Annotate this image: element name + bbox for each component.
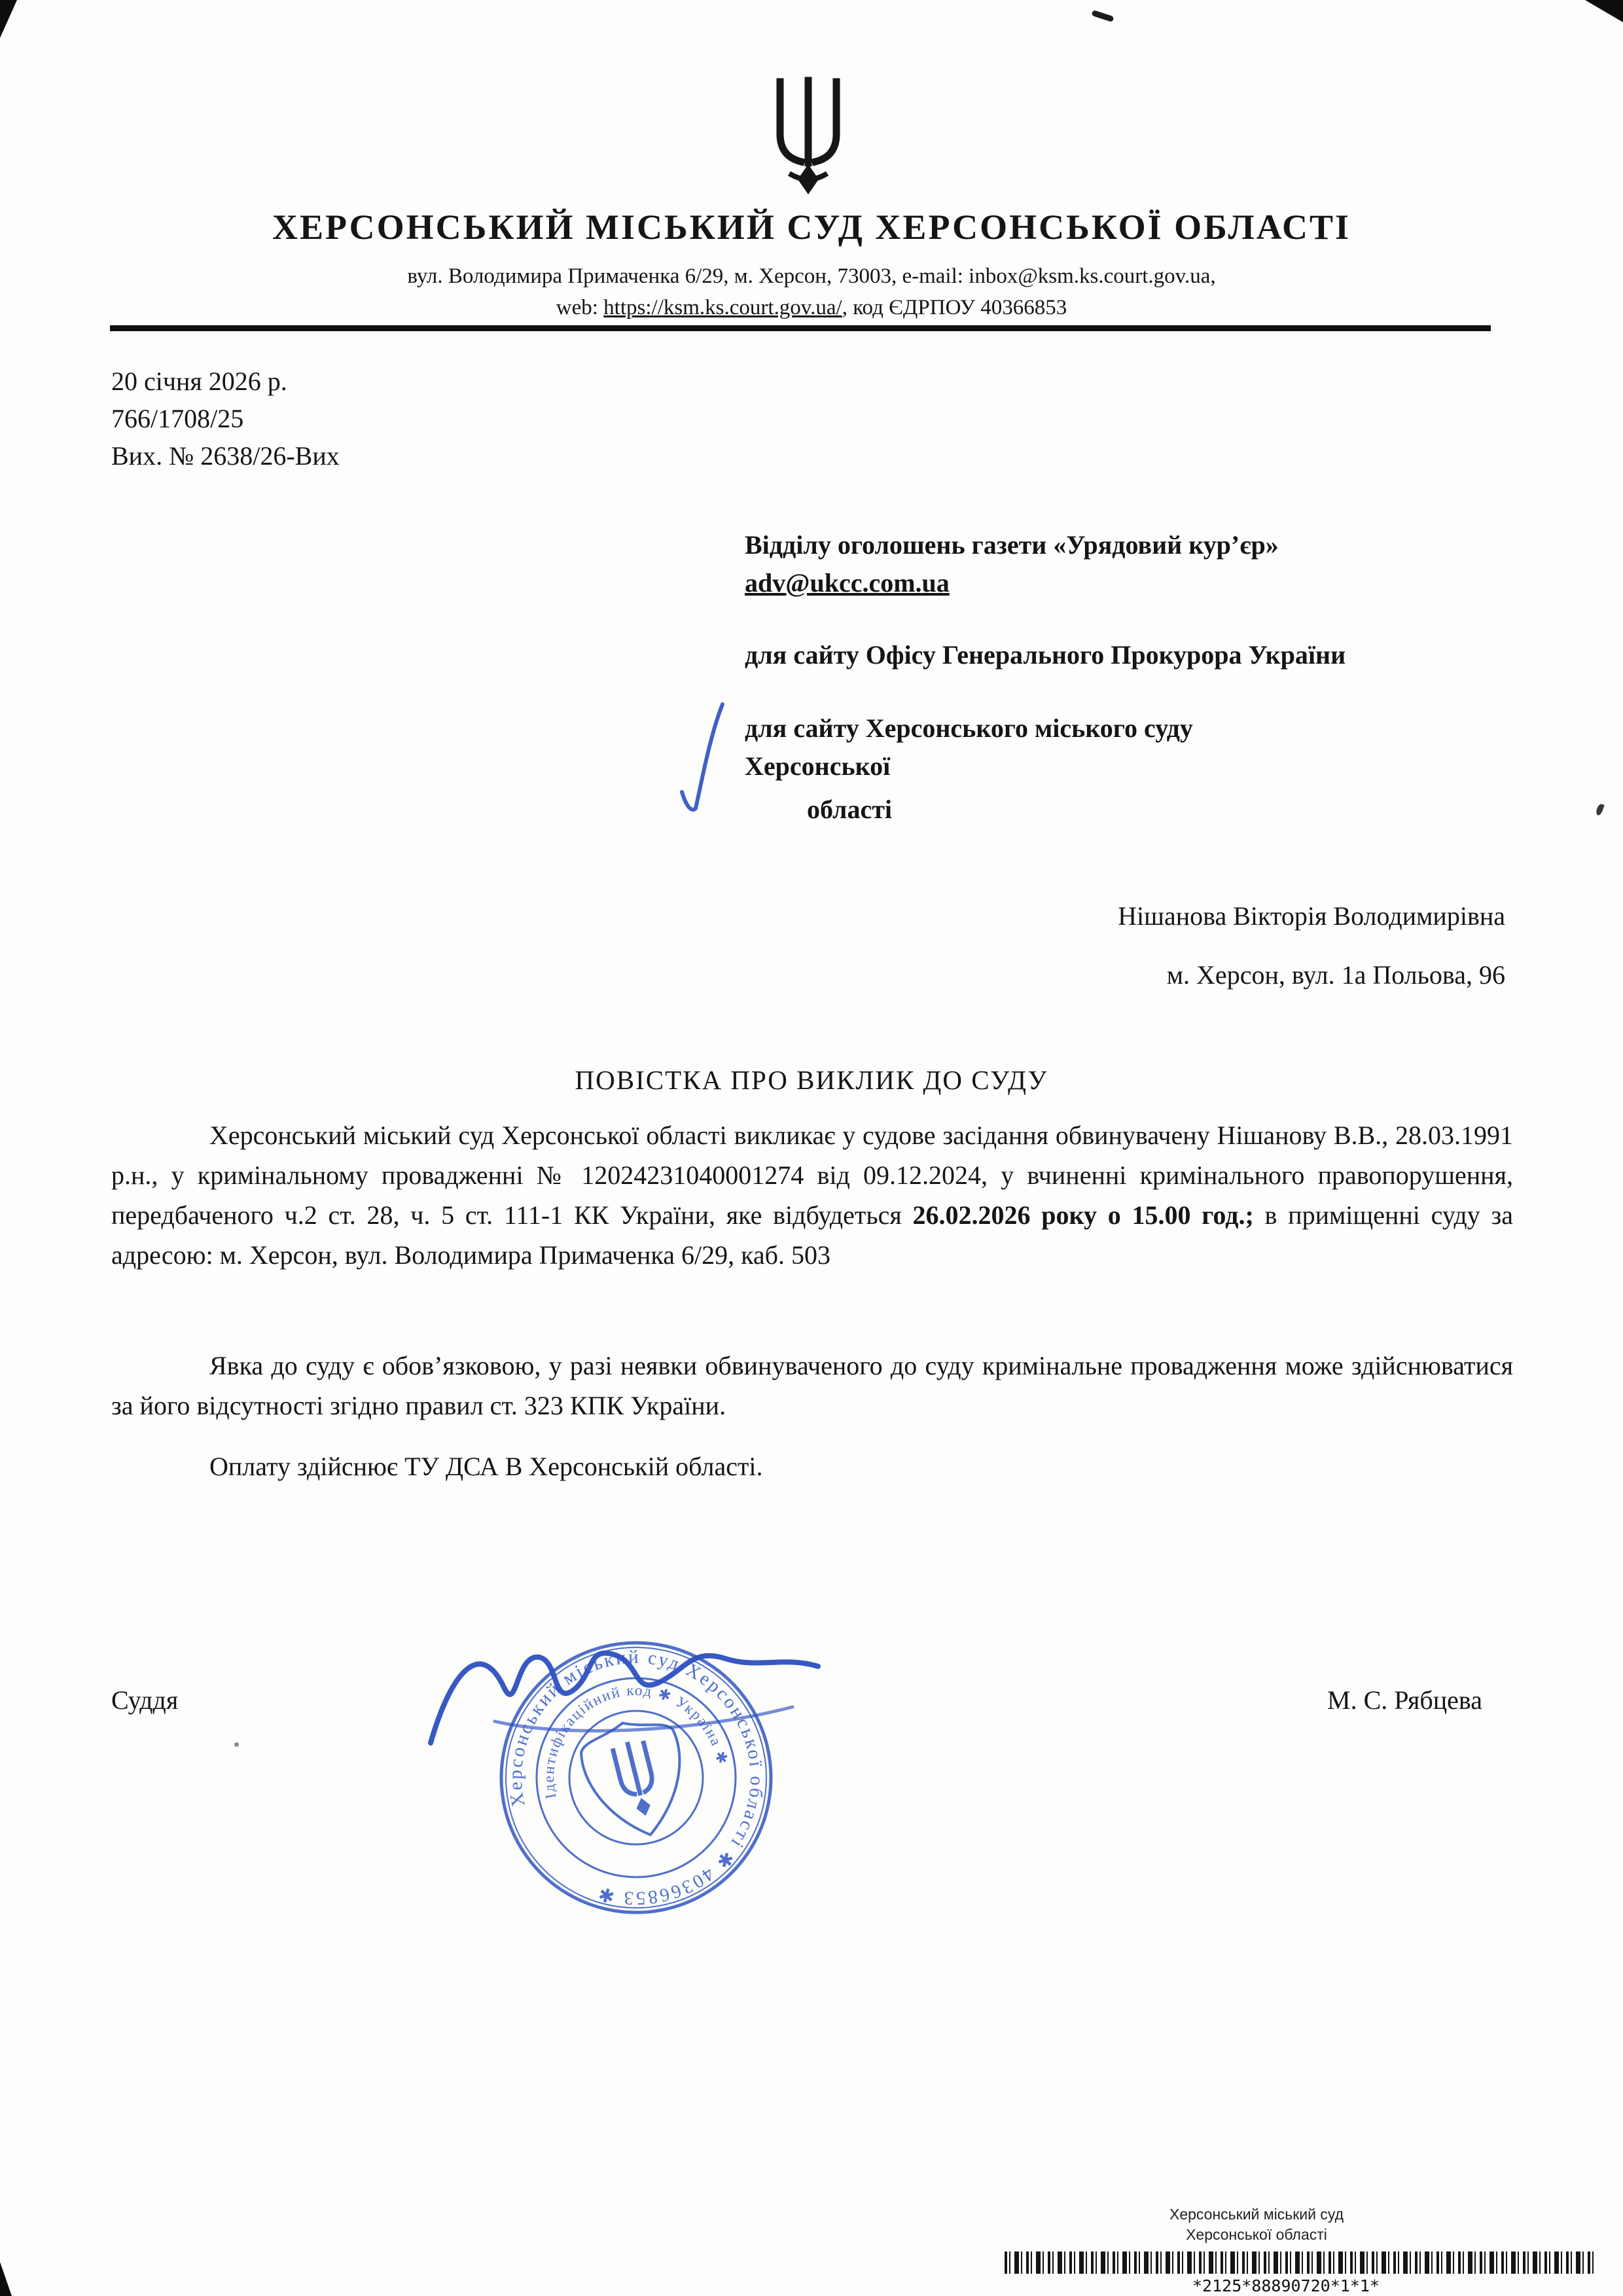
barcode-number: *2125*88890720*1*1*	[1192, 2276, 1380, 2295]
web-prefix: web:	[556, 296, 604, 319]
outgoing-number: Вих. № 2638/26-Вих	[111, 441, 340, 471]
addressee-name: Нішанова Вікторія Володимирівна	[1118, 901, 1505, 931]
scan-artifact	[234, 1742, 239, 1747]
judge-name: М. С. Рябцева	[1327, 1685, 1482, 1715]
court-name-title: ХЕРСОНСЬКИЙ МІСЬКИЙ СУД ХЕРСОНСЬКОЇ ОБЛАСТІ	[272, 207, 1351, 247]
court-website-url: https://ksm.ks.court.gov.ua/	[603, 296, 842, 319]
recipient-court-site-line1: для сайту Херсонського міського суду	[745, 713, 1193, 743]
p1-text-continued: в приміщенні суду за адресою: м. Херсон, вул. Володимира Примаченка 6/29, каб. 503	[111, 1200, 1513, 1270]
letter-date: 20 січня 2026 р.	[111, 367, 287, 396]
scan-artifact	[1091, 10, 1114, 22]
document-title: ПОВІСТКА ПРО ВИКЛИК ДО СУДУ	[575, 1065, 1048, 1095]
recipient-prosecutor-site: для сайту Офісу Генерального Прокурора України	[745, 640, 1346, 670]
ukraine-trident-emblem-icon	[767, 76, 849, 199]
scan-artifact	[0, 0, 17, 38]
web-suffix: , код ЄДРПОУ 40366853	[842, 296, 1067, 319]
handwritten-checkmark	[673, 699, 733, 827]
footer-org-line2: Херсонської області	[1186, 2226, 1327, 2243]
recipient-court-site-line3: області	[807, 795, 892, 824]
footer-org-line1: Херсонський міський суд	[1169, 2206, 1344, 2223]
recipient-court-site-line2: Херсонської	[745, 751, 891, 781]
court-web-line	[0, 296, 1623, 320]
body-paragraph-2: Явка до суду є обов’язковою, у разі неявки обвинуваченого до суду кримінальне провадження може здійснюватися за його відсутності згідно правил ст. 323 КПК України.	[111, 1351, 1513, 1420]
scan-artifact	[1585, 0, 1623, 22]
body-paragraph-3: Оплату здійснює ТУ ДСА В Херсонській області.	[209, 1452, 763, 1481]
scan-artifact	[0, 2262, 12, 2296]
header-divider	[110, 325, 1491, 331]
scan-artifact	[1595, 803, 1605, 816]
recipient-email: adv@ukcc.com.ua	[745, 568, 950, 598]
stamp-ring-text: Херсонський міський суд Херсонської області ✱ 40366853 ✱	[505, 1646, 768, 1909]
body-paragraph-1	[111, 1115, 1513, 1275]
hearing-datetime: 26.02.2026 року о 15.00 год.;	[912, 1200, 1254, 1230]
judge-signature	[416, 1609, 842, 1799]
judge-label: Суддя	[111, 1685, 179, 1715]
court-address-line: вул. Володимира Примаченка 6/29, м. Херсон, 73003, e-mail: inbox@ksm.ks.court.gov.ua,	[407, 264, 1216, 288]
letter-meta-block	[111, 363, 340, 475]
stamp-inner-text: Ідентифікаційний код ✱ Україна ✱	[540, 1681, 731, 1801]
footer-org-block	[1060, 2204, 1453, 2245]
p1-text: Херсонський міський суд Херсонської області викликає у судове засідання обвинувачену Нішанову В.В., 28.03.1991 р.н., у кримінальному провадженні № 12024231040001274 від 09.12.2024, у вчиненні кримінального правопорушення, передбаченого ч.2 ст. 28, ч. 5 ст. 111-1 КК України, яке відбудеться	[111, 1121, 1513, 1230]
addressee-address: м. Херсон, вул. 1а Польова, 96	[1166, 960, 1505, 990]
recipient-gazette: Відділу оголошень газети «Урядовий кур’єр»	[745, 530, 1279, 560]
case-number: 766/1708/25	[111, 404, 244, 433]
recipients-block	[745, 526, 1543, 829]
document-barcode	[1005, 2251, 1594, 2274]
